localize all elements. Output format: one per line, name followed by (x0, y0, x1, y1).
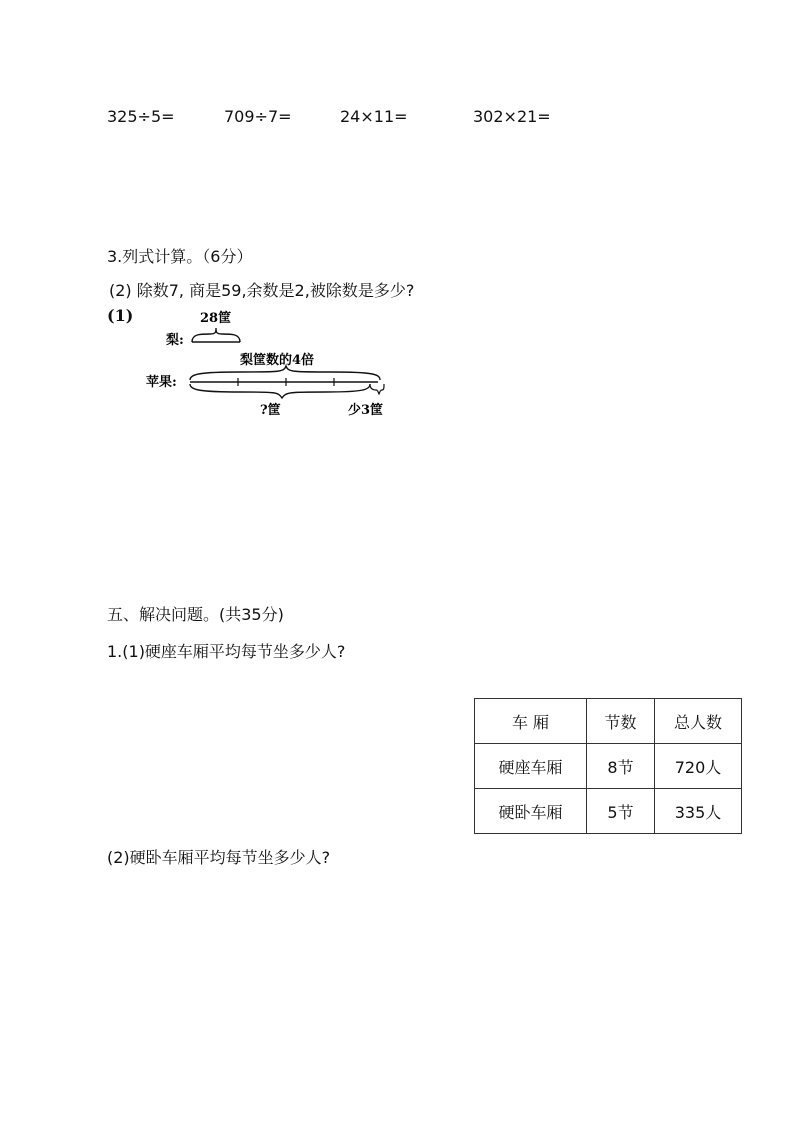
question-1-2: (2)硬卧车厢平均每节坐多少人? (107, 848, 331, 867)
table-row (475, 744, 742, 789)
train-car-table (474, 698, 742, 834)
diagram-number-label: (1) (107, 306, 134, 325)
header-count: 节数 (587, 699, 655, 744)
section-5-title: 五、解决问题。(共35分) (107, 605, 284, 624)
section-3-title: 3.列式计算。（6分） (107, 247, 253, 266)
expression-325-div-5: 325÷5= (107, 107, 175, 126)
expression-302-times-21: 302×21= (473, 107, 551, 126)
row2-count: 5节 (587, 789, 655, 834)
row2-car: 硬卧车厢 (475, 789, 587, 834)
question-label: ?筐 (260, 403, 281, 418)
pear-amount-label: 28筐 (200, 311, 232, 326)
header-car: 车 厢 (475, 699, 587, 744)
expression-709-div-7: 709÷7= (224, 107, 292, 126)
header-total: 总人数 (655, 699, 742, 744)
row1-car: 硬座车厢 (475, 744, 587, 789)
pear-label: 梨: (166, 333, 184, 348)
table-header-row (475, 699, 742, 744)
table-row (475, 789, 742, 834)
less-label: 少3筐 (348, 403, 384, 418)
expression-24-times-11: 24×11= (340, 107, 408, 126)
times-label: 梨筐数的4倍 (240, 353, 315, 368)
question-brace (190, 384, 370, 398)
line-segment-diagram (140, 304, 410, 422)
pear-brace (192, 328, 240, 342)
less-brace (370, 384, 384, 394)
row1-total: 720人 (655, 744, 742, 789)
apple-label: 苹果: (146, 375, 177, 390)
times-brace (190, 366, 380, 380)
row2-total: 335人 (655, 789, 742, 834)
question-3-2: (2) 除数7, 商是59,余数是2,被除数是多少? (109, 281, 415, 300)
question-1-1: 1.(1)硬座车厢平均每节坐多少人? (107, 642, 346, 661)
row1-count: 8节 (587, 744, 655, 789)
